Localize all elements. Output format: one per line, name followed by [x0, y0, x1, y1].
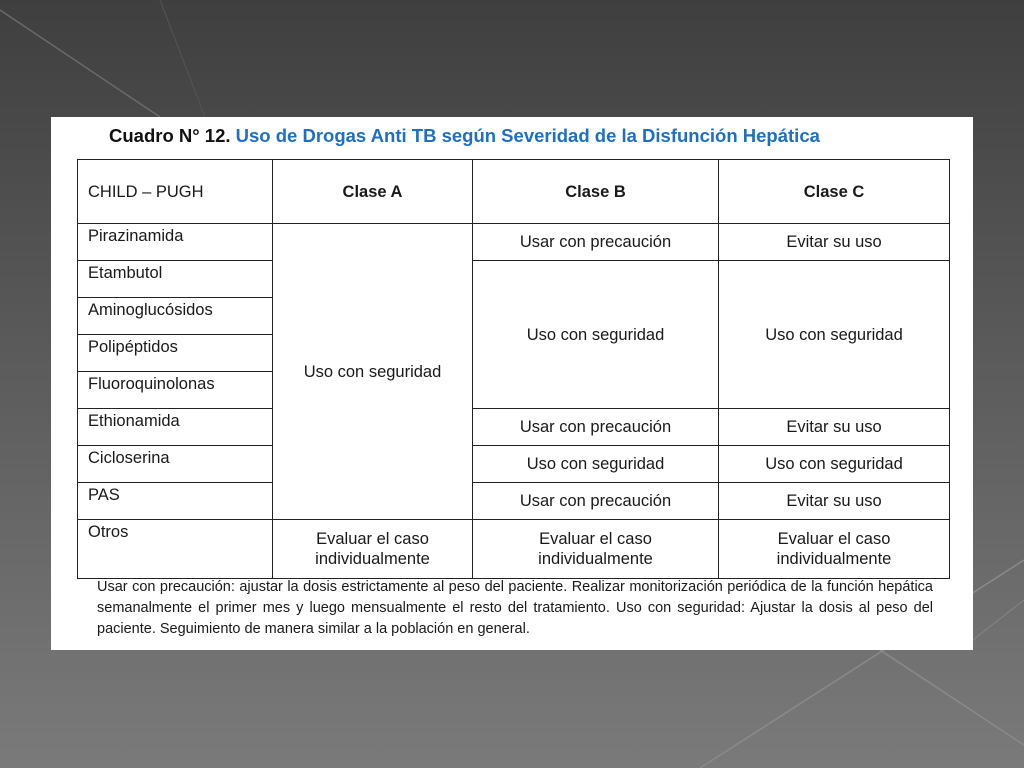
title-text: Uso de Drogas Anti TB según Severidad de la Disfunción Hepática [235, 125, 820, 146]
header-clase-c: Clase C [719, 160, 950, 224]
clase-c-cell: Uso con seguridad [719, 446, 950, 483]
clase-a-group-cell: Uso con seguridad [273, 224, 473, 520]
table-header-row [78, 160, 950, 224]
drug-name: Fluoroquinolonas [78, 372, 273, 409]
clase-b-otros-cell [473, 520, 719, 579]
clase-b-cell: Usar con precaución [473, 483, 719, 520]
clase-b-cell: Usar con precaución [473, 224, 719, 261]
cell-line: individualmente [315, 550, 430, 568]
header-child-pugh: CHILD – PUGH [78, 160, 273, 224]
drug-name: Otros [78, 520, 273, 579]
table-row [78, 446, 950, 483]
title-prefix: Cuadro N° 12. [109, 125, 231, 146]
clase-c-cell: Evitar su uso [719, 409, 950, 446]
table-row [78, 261, 950, 298]
cell-line: individualmente [776, 550, 892, 568]
drug-name: PAS [78, 483, 273, 520]
table-row [78, 224, 950, 261]
table-image [51, 117, 973, 650]
clase-c-cell: Evitar su uso [719, 483, 950, 520]
cell-line: Evaluar el caso [777, 530, 891, 548]
drug-name: Cicloserina [78, 446, 273, 483]
cell-line: individualmente [538, 550, 653, 568]
clase-c-cell: Evitar su uso [719, 224, 950, 261]
cell-line: Evaluar el caso [539, 530, 652, 548]
table-row [78, 409, 950, 446]
header-clase-a: Clase A [273, 160, 473, 224]
clase-c-otros-cell [719, 520, 950, 579]
drug-name: Polipéptidos [78, 335, 273, 372]
table-title [109, 125, 959, 147]
cell-line: Evaluar el caso [316, 530, 429, 548]
drug-name: Ethionamida [78, 409, 273, 446]
drug-name: Etambutol [78, 261, 273, 298]
clase-b-cell: Usar con precaución [473, 409, 719, 446]
table-row [78, 483, 950, 520]
footnote: Usar con precaución: ajustar la dosis estrictamente al peso del paciente. Realizar monitorización periódica de la función hepática semanalmente el primer mes y luego mensualmente el resto del tratamiento. Uso con seguridad: Ajustar la dosis al peso del paciente. Seguimiento de manera similar a la población en general. [97, 579, 933, 637]
clase-b-cell: Uso con seguridad [473, 446, 719, 483]
table-row [78, 520, 950, 579]
drug-name: Aminoglucósidos [78, 298, 273, 335]
drug-name: Pirazinamida [78, 224, 273, 261]
drug-severity-table [77, 159, 950, 579]
header-clase-b: Clase B [473, 160, 719, 224]
clase-b-group-cell: Uso con seguridad [473, 261, 719, 409]
clase-a-otros-cell [273, 520, 473, 579]
clase-c-group-cell: Uso con seguridad [719, 261, 950, 409]
